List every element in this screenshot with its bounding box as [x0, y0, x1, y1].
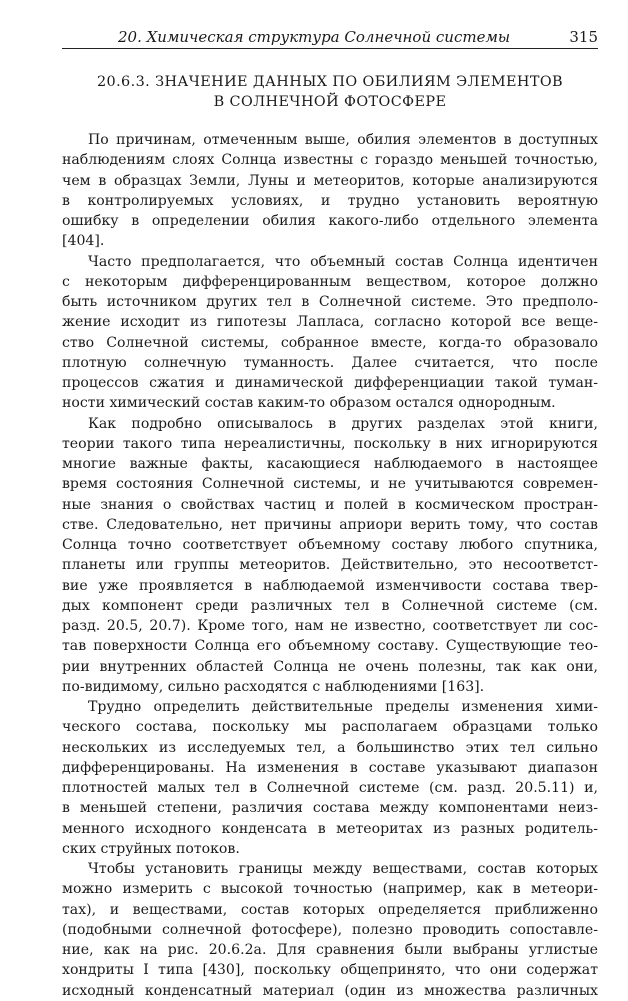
paragraph: [62, 252, 598, 414]
text-line: Чтобы установить границы между веществами, состав которых: [88, 861, 598, 877]
body-text: [62, 130, 598, 1001]
text-line: в меньшей степени, различия состава между компонентами неиз-: [62, 800, 598, 817]
page-number: 315: [569, 28, 598, 46]
section-heading: [62, 72, 598, 112]
paragraph: [62, 859, 598, 1001]
paragraph: [62, 130, 598, 252]
paragraph: [62, 414, 598, 698]
text-line: исходный конденсатный материал (один из множества различных: [62, 982, 598, 999]
text-line: разд. 20.5, 20.7). Кроме того, нам не известно, соответствует ли сос-: [62, 618, 598, 634]
text-line: многие важные факты, касающиеся наблюдаемого в настоящее: [62, 456, 598, 472]
paragraph: [62, 697, 598, 859]
text-line: рии внутренних областей Солнца не очень полезны, так как они,: [62, 658, 598, 675]
text-line: тав поверхности Солнца его объемному составу. Существующие тео-: [62, 638, 598, 655]
text-line: плотностей малых тел в Солнечной системе (см. разд. 20.5.11) и,: [62, 780, 598, 796]
text-line: можно измерить с высокой точностью (например, как в метеори-: [62, 881, 598, 898]
text-line: ских струйных потоков.: [62, 840, 240, 857]
text-line: дых компонент среди различных тел в Солнечной системе (см.: [62, 597, 598, 614]
text-line: дифференцированы. На изменения в составе указывают диапазон: [62, 759, 598, 776]
text-line: ошибку в определении обилия какого-либо отдельного элемента: [62, 213, 598, 229]
text-line: время состояния Солнечной системы, и не учитываются современ-: [62, 476, 598, 493]
text-line: быть источником других тел в Солнечной системе. Это предполо-: [62, 294, 598, 310]
text-line: плотную солнечную туманность. Далее считается, что после: [62, 354, 598, 371]
text-line: хондриты I типа [430], поскольку общепринято, что они содержат: [62, 962, 598, 979]
text-line: стве. Следовательно, нет причины априори верить тому, что состав: [62, 516, 598, 533]
text-line: по-видимому, сильно расходятся с наблюдениями [163].: [62, 678, 485, 695]
text-line: Трудно определить действительные пределы изменения хими-: [88, 699, 598, 715]
text-line: [404].: [62, 233, 105, 250]
text-line: ческого состава, поскольку мы располагаем образцами только: [62, 719, 598, 736]
text-line: теории такого типа нереалистичны, поскольку в них игнорируются: [62, 435, 598, 452]
text-line: планеты или группы метеоритов. Действительно, это несоответст-: [62, 557, 598, 574]
text-line: чем в образцах Земли, Луны и метеоритов, которые анализируются: [62, 172, 598, 189]
text-line: Солнца точно соответствует объемному составу любого спутника,: [62, 537, 598, 553]
text-line: процессов сжатия и динамической дифференциации такой туман-: [62, 375, 598, 391]
section-heading-line: В СОЛНЕЧНОЙ ФОТОСФЕРЕ: [213, 94, 447, 110]
text-line: в контролируемых условиях, и трудно установить вероятную: [62, 192, 598, 209]
text-line: наблюдениям слоях Солнца известны с гораздо меньшей точностью,: [62, 152, 598, 169]
running-header: [62, 26, 598, 49]
running-title: 20. Химическая структура Солнечной системы: [118, 28, 511, 46]
text-line: жение исходит из гипотезы Лапласа, согласно которой все веще-: [62, 314, 598, 331]
text-line: вие уже проявляется в наблюдаемой изменчивости состава твер-: [62, 577, 598, 594]
text-line: с некоторым дифференцированным веществом, которое должно: [62, 273, 598, 290]
text-line: ности химический состав каким-то образом остался однородным.: [62, 395, 556, 412]
text-line: ние, как на рис. 20.6.2а. Для сравнения были выбраны углистые: [62, 942, 598, 958]
text-line: Как подробно описывалось в других разделах этой книги,: [88, 415, 598, 432]
text-line: ство Солнечной системы, собранное вместе, когда-то образовало: [62, 334, 598, 351]
text-line: нескольких из исследуемых тел, а большинство этих тел сильно: [62, 739, 598, 756]
section-heading-line: 20.6.3. ЗНАЧЕНИЕ ДАННЫХ ПО ОБИЛИЯМ ЭЛЕМЕНТОВ: [96, 74, 564, 90]
text-line: менного исходного конденсата в метеоритах из разных родитель-: [62, 820, 598, 837]
text-line: Часто предполагается, что объемный состав Солнца идентичен: [88, 253, 598, 270]
text-line: ные знания о свойствах частиц и полей в космическом простран-: [62, 496, 598, 513]
text-line: По причинам, отмеченным выше, обилия элементов в доступных: [88, 132, 598, 148]
text-line: (подобными солнечной фотосфере), полезно проводить сопоставле-: [62, 921, 598, 938]
text-line: тах), и веществами, состав которых определяется приближенно: [62, 901, 598, 918]
